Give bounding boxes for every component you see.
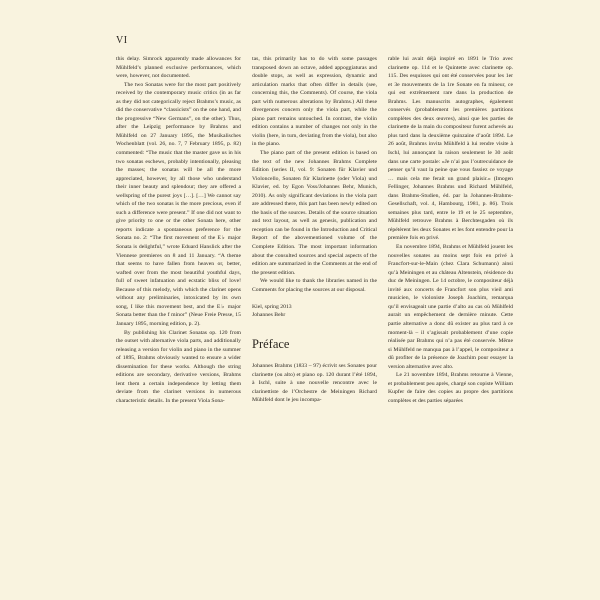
- paragraph: tas, this primarily has to do with some passages transposed down an octave, added appoggiaturas and double stops, as well as expression, dynamic and articulation marks that often differ in details (see, concerning this, the Comments). Of course, the viola part with numerous alterations by Brahms.) All these divergences concern only the viola part, while the piano part remains untouched. In contrast, the violin edition contains a number of changes not only in the violin (here, in turn, deviating from the viola), but also in the piano.: [252, 56, 377, 148]
- paragraph: this delay. Simrock apparently made allowances for Mühlfeld’s planned exclusive performances, which were, however, not documented.: [116, 56, 241, 80]
- paragraph: The two Sonatas were for the most part positively received by the contemporary music critics (in as far as they did not categorically reject Brahms’s music, as did the conservative “classicists” on the one hand, and the progressive “New Germans”, on the other). Thus, after the Leipzig performance by Brahms and Mühlfeld on 27 January 1895, the Musikalisches Wochenblatt (vol. 26, no. 7, 7 February 1895, p. 82) commented: “The music that the master gave us in his two sonatas eschews, probably intentionally, pleasing the masses; the sonatas will be all the more appreciated, however, by all those who understand their inner beauty and splendour; they are offered a wellspring of the purest joys […]. […] We cannot say which of the two sonatas is the more precious, even if such a difference were present.” If one did not want to give priority to one or the other Sonata here, other reports indicate a spontaneous preference for the Sonata no. 2: “The first movement of the E♭ major Sonata is delightful,” wrote Eduard Hanslick after the Viennese premieres on 8 and 11 January. “A theme that seems to have fallen from heaven or, better, wafted over from the most beautiful youthful days, full of sweet infatuation and ecstatic bliss of love! Because of this melody, with which the clarinet opens without any preliminaries, intoxicated by its own song, I like this movement best, and the E♭ major Sonata better than the f minor” (Neue Freie Presse, 15 January 1895, morning edition, p. 2).: [116, 81, 241, 327]
- text-column-1: [116, 55, 241, 405]
- paragraph: We would like to thank the libraries named in the Comments for placing the sources at our disposal.: [252, 278, 377, 293]
- paragraph: rable lui avait déjà inspiré en 1891 le Trio avec clarinette op. 114 et le Quintette avec clarinette op. 115. Des esquisses qui ont été conservées pour les 1er et 3e mouvements de la 1re Sonate en fa mineur, ce qui est extrêmement rare dans la production de Brahms. Les manuscrits autographes, également conservés (probablement les premières partitions complètes des deux œuvres), ainsi que les parties de clarinette de la main du compositeur furent achevés au plus tard dans la deuxième quinzaine d’août 1894. Le 26 août, Brahms invita Mühlfeld à lui rendre visite à Ischl, lui annonçant la raison seulement le 30 août dans une carte postale: «Je n’ai pas l’outrecuidance de penser qu’il vaut la peine que vous fassiez ce voyage … mais cela me ferait un grand plaisir.» (Imogen Fellinger, Johannes Brahms und Richard Mühlfeld, dans Brahms-Studien, éd. par la Johannes-Brahms-Gesellschaft, vol. 4, Hambourg, 1981, p. 86). Trois semaines plus tard, entre le 19 et le 25 septembre, Mühlfeld retrouve Brahms à Berchtesgaden où ils répétèrent les deux Sonates et les font entendre pour la première fois en privé.: [388, 56, 513, 242]
- page-number: VI: [116, 35, 128, 46]
- paragraph: By publishing his Clarinet Sonatas op. 120 from the outset with alternative viola parts, and additionally releasing a version for violin and piano in the summer of 1895, Brahms obviously wanted to ensure a wider dissemination for these works. Although the string editions are secondary, derivative versions, Brahms lent them a certain independence by letting them deviate from the clarinet versions in numerous characteristic details. In the present Viola Sona-: [116, 329, 241, 404]
- paragraph: Johannes Brahms (1833 – 97) écrivit ses Sonates pour clarinette (ou alto) et piano op. 120 durant l’été 1894, à Ischl, suite à une nouvelle rencontre avec le clarinettiste de l’Orchestre de Meiningen Richard Mühlfeld dont le jeu incompa-: [252, 362, 377, 404]
- paragraph: En novembre 1894, Brahms et Mühlfeld jouent les nouvelles sonates au moins sept fois en privé à Francfort-sur-le-Main (chez Clara Schumann) ainsi qu’à Meiningen et au château Altenstein, résidence du duc de Meiningen. Le 14 octobre, le compositeur déjà invité aux concerts de Francfort son plus vieil ami musicien, le violoniste Joseph Joachim, remarqua qu’il envisageait une partie d’alto au cas où Mühlfeld aurait un empêchement de dernière minute. Cette partie alternative a donc dû exister au plus tard à ce moment-là – il s’agissait probablement d’une copie réalisée par Brahms qui n’a pas été conservée. Même si Mühlfeld ne manqua pas à l’appel, le compositeur a dû profiter de la présence de Joachim pour essayer la version alternative avec alto.: [388, 244, 513, 370]
- paragraph: The piano part of the present edition is based on the text of the new Johannes Brahms Complete Edition (series II, vol. 9: Sonaten für Klavier und Violoncello, Sonaten für Klarinette (oder Viola) und Klavier, ed. by Egon Voss/Johannes Behr, Munich, 2010). As only significant deviations in the viola part are addressed there, this part has been newly edited on the basis of the sources. Details of the source situation and text layout, as well as genesis, publication and reception can be found in the Introduction and Critical Report of the abovementioned volume of the Complete Edition. The most important information about the consulted sources and special aspects of the edition are summarized in the Comments at the end of the present edition.: [252, 150, 377, 276]
- signoff-place-date: Kiel, spring 2013: [252, 303, 292, 310]
- text-column-2: [252, 55, 377, 405]
- paragraph: Le 21 novembre 1894, Brahms retourne à Vienne, et probablement peu après, chargé son copiste William Kupfer de faire des copies au propre des partitions complètes et des parties séparées: [388, 372, 513, 404]
- text-column-3: [388, 55, 513, 405]
- signoff-author: Johannes Behr: [252, 312, 286, 319]
- section-heading: Préface: [252, 336, 290, 351]
